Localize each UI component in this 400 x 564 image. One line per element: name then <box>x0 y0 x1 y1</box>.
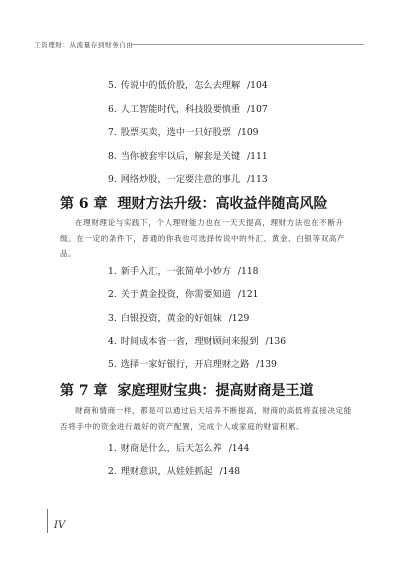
toc-entry-title: 选择一家好银行，开启理财之路 <box>120 359 250 371</box>
toc-entry-page: /109 <box>237 127 259 139</box>
toc-entry[interactable] <box>108 151 268 175</box>
toc-entry-page: /104 <box>247 80 268 91</box>
chapter-7-heading[interactable] <box>60 380 314 400</box>
toc-entry-page: /111 <box>247 150 268 162</box>
toc-entry-number: 1. <box>108 266 117 277</box>
toc-entry-title: 白银投资，黄金的好姐妹 <box>120 312 222 324</box>
toc-entry-number: 5. <box>108 359 117 371</box>
toc-entry-page: /129 <box>228 312 250 324</box>
toc-entry-number: 2. <box>108 289 117 301</box>
toc-entry[interactable] <box>108 266 286 289</box>
toc-entry-page: /139 <box>256 359 277 371</box>
toc-entry[interactable] <box>108 80 268 104</box>
toc-entry-title: 网络炒股，一定要注意的事儿 <box>120 174 241 186</box>
chapter-7-title: 家庭理财宝典：提高财商是王道 <box>117 383 314 399</box>
toc-entry-page: /144 <box>228 443 250 454</box>
toc-entry-page: /148 <box>219 465 241 477</box>
toc-entry-page: /118 <box>237 266 259 277</box>
toc-entry-page: /121 <box>237 289 259 301</box>
toc-entry[interactable] <box>108 466 249 489</box>
toc-entry-page: /107 <box>247 103 268 115</box>
running-head: 工资理财：从流量存到财务自由 <box>34 41 134 49</box>
toc-entry-title: 新手入汇，一张简单小妙方 <box>120 266 231 277</box>
chapter-6-toc-list <box>108 266 286 382</box>
toc-entry-page: /113 <box>247 174 268 186</box>
chapter-7-intro: 财商和情商一样，都是可以通过后天培养不断提高，财商的高低将直接决定能否将手中的资金进行最好的资产配置，完成个人或家庭的财富积累。 <box>60 406 352 431</box>
header-rule <box>132 44 364 45</box>
toc-entry-page: /136 <box>265 335 287 347</box>
toc-entry[interactable] <box>108 359 286 382</box>
toc-entry-number: 7. <box>108 127 117 139</box>
chapter-6-intro: 在理财理论与实践下，个人理财能力也在一天天提高，理财方法也在不断升级。在一定的条件下，普通的你我也可选择传说中的外汇、黄金、白银等双高产品。 <box>60 218 346 258</box>
toc-entry[interactable] <box>108 104 268 128</box>
toc-entry-number: 5. <box>108 80 117 91</box>
chapter-7-number: 第 7 章 <box>60 383 108 399</box>
chapter-6-title: 理财方法升级：高收益伴随高风险 <box>117 196 328 212</box>
toc-entry-title: 人工智能时代，科技股要慎重 <box>120 103 241 115</box>
toc-entry-title: 财商是什么，后天怎么养 <box>120 443 222 454</box>
toc-entry[interactable] <box>108 443 249 466</box>
toc-entry-title: 时间成本省一省，理财顾问来报到 <box>120 335 259 347</box>
toc-entry-number: 1. <box>108 443 117 454</box>
toc-entry[interactable] <box>108 127 268 151</box>
toc-entry-title: 传说中的低价股，怎么去理解 <box>120 80 241 91</box>
page-number: IV <box>54 520 66 531</box>
chapter-7-toc-list <box>108 443 249 488</box>
chapter-6-number: 第 6 章 <box>60 196 108 212</box>
toc-entry-number: 8. <box>108 150 117 162</box>
toc-entry-number: 9. <box>108 174 117 186</box>
toc-entry-title: 关于黄金投资，你需要知道 <box>120 289 231 301</box>
chapter-6-heading[interactable] <box>60 193 328 213</box>
toc-entry[interactable] <box>108 313 286 336</box>
toc-list-continued <box>108 80 268 198</box>
toc-entry-title: 当你被套牢以后，解套是关键 <box>120 150 241 162</box>
margin-rule <box>47 509 48 533</box>
toc-entry-number: 6. <box>108 103 117 115</box>
toc-entry-number: 3. <box>108 312 117 324</box>
toc-entry[interactable] <box>108 289 286 312</box>
toc-entry-number: 2. <box>108 465 117 477</box>
toc-entry[interactable] <box>108 336 286 359</box>
toc-entry-title: 股票买卖，选中一只好股票 <box>120 127 231 139</box>
toc-entry-title: 理财意识，从娃娃抓起 <box>120 465 213 477</box>
toc-entry-number: 4. <box>108 335 117 347</box>
